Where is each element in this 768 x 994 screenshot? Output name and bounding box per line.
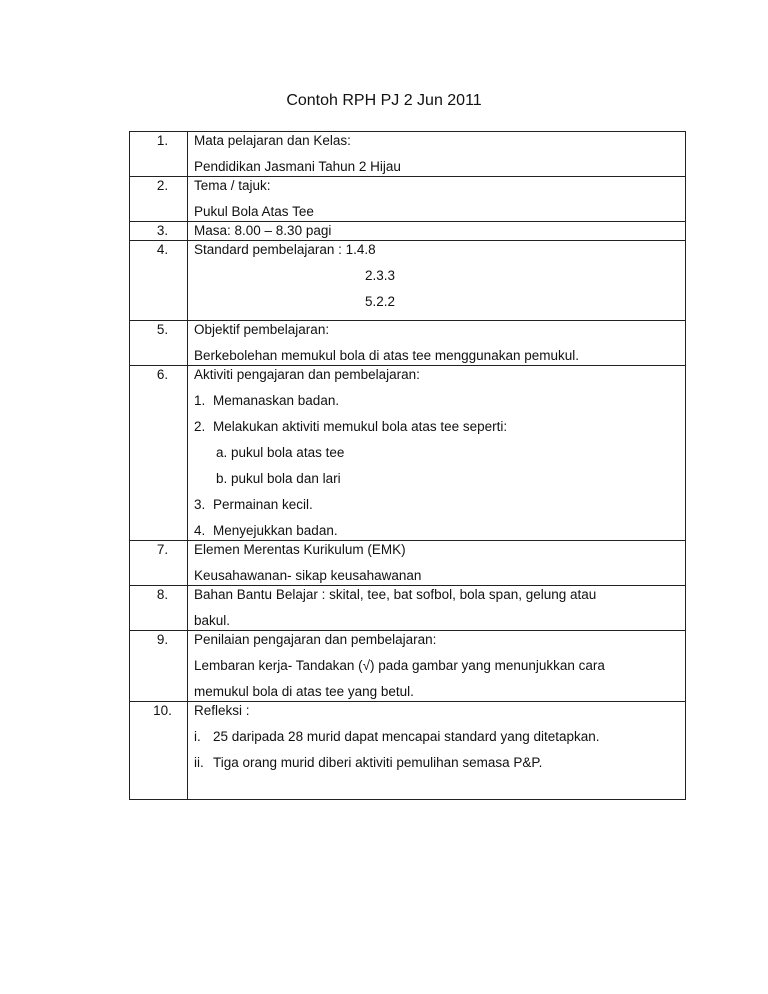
table-row [130, 702, 686, 800]
table-row [130, 321, 686, 366]
list-item: i. 25 daripada 28 murid dapat mencapai standard yang ditetapkan. [194, 729, 600, 744]
row-content: Berkebolehan memukul bola di atas tee menggunakan pemukul. [194, 348, 579, 363]
table-row [130, 541, 686, 586]
row-number: 6. [156, 367, 169, 382]
table-row [130, 241, 686, 321]
lesson-plan-table [129, 131, 686, 800]
list-item: 1. Memanaskan badan. [194, 393, 340, 408]
list-item: 3. Permainan kecil. [194, 497, 313, 512]
table-row [130, 366, 686, 541]
table-row [130, 222, 686, 241]
row-heading: Mata pelajaran dan Kelas: [194, 133, 351, 148]
table-row [130, 586, 686, 631]
table-row [130, 631, 686, 702]
row-heading: Tema / tajuk: [194, 178, 271, 193]
list-item: 4. Menyejukkan badan. [194, 523, 338, 538]
row-content: Lembaran kerja- Tandakan (√) pada gambar yang menunjukkan cara [194, 658, 605, 673]
row-number: 7. [156, 542, 169, 557]
list-item: 2. Melakukan aktiviti memukul bola atas tee seperti: [194, 419, 508, 434]
row-number: 3. [156, 223, 169, 238]
row-heading: Objektif pembelajaran: [194, 322, 330, 337]
list-item: ii. Tiga orang murid diberi aktiviti pemulihan semasa P&P. [194, 755, 543, 770]
table-row [130, 177, 686, 222]
row-number: 10. [153, 703, 172, 718]
row-heading: Penilaian pengajaran dan pembelajaran: [194, 632, 437, 647]
row-heading: Aktiviti pengajaran dan pembelajaran: [194, 367, 420, 382]
row-heading: Refleksi : [194, 703, 250, 718]
row-content: Pukul Bola Atas Tee [194, 204, 314, 219]
row-number: 5. [156, 322, 169, 337]
row-heading: Bahan Bantu Belajar : skital, tee, bat sofbol, bola span, gelung atau [194, 587, 597, 602]
page-title: Contoh RPH PJ 2 Jun 2011 [286, 92, 482, 109]
row-content: Pendidikan Jasmani Tahun 2 Hijau [194, 159, 401, 174]
row-content: bakul. [194, 613, 231, 628]
table-row [130, 132, 686, 177]
row-heading: Elemen Merentas Kurikulum (EMK) [194, 542, 406, 557]
standard-code: 5.2.2 [365, 294, 396, 309]
row-number: 9. [156, 632, 169, 647]
row-heading: Masa: 8.00 – 8.30 pagi [194, 223, 332, 238]
row-number: 8. [156, 587, 169, 602]
row-heading: Standard pembelajaran : 1.4.8 [194, 242, 376, 257]
row-number: 4. [156, 242, 169, 257]
list-item: b. pukul bola dan lari [216, 471, 341, 486]
standard-code: 2.3.3 [365, 268, 396, 283]
row-number: 1. [156, 133, 169, 148]
list-item: a. pukul bola atas tee [216, 445, 345, 460]
row-number: 2. [156, 178, 169, 193]
row-content: memukul bola di atas tee yang betul. [194, 684, 414, 699]
row-content: Keusahawanan- sikap keusahawanan [194, 568, 422, 583]
